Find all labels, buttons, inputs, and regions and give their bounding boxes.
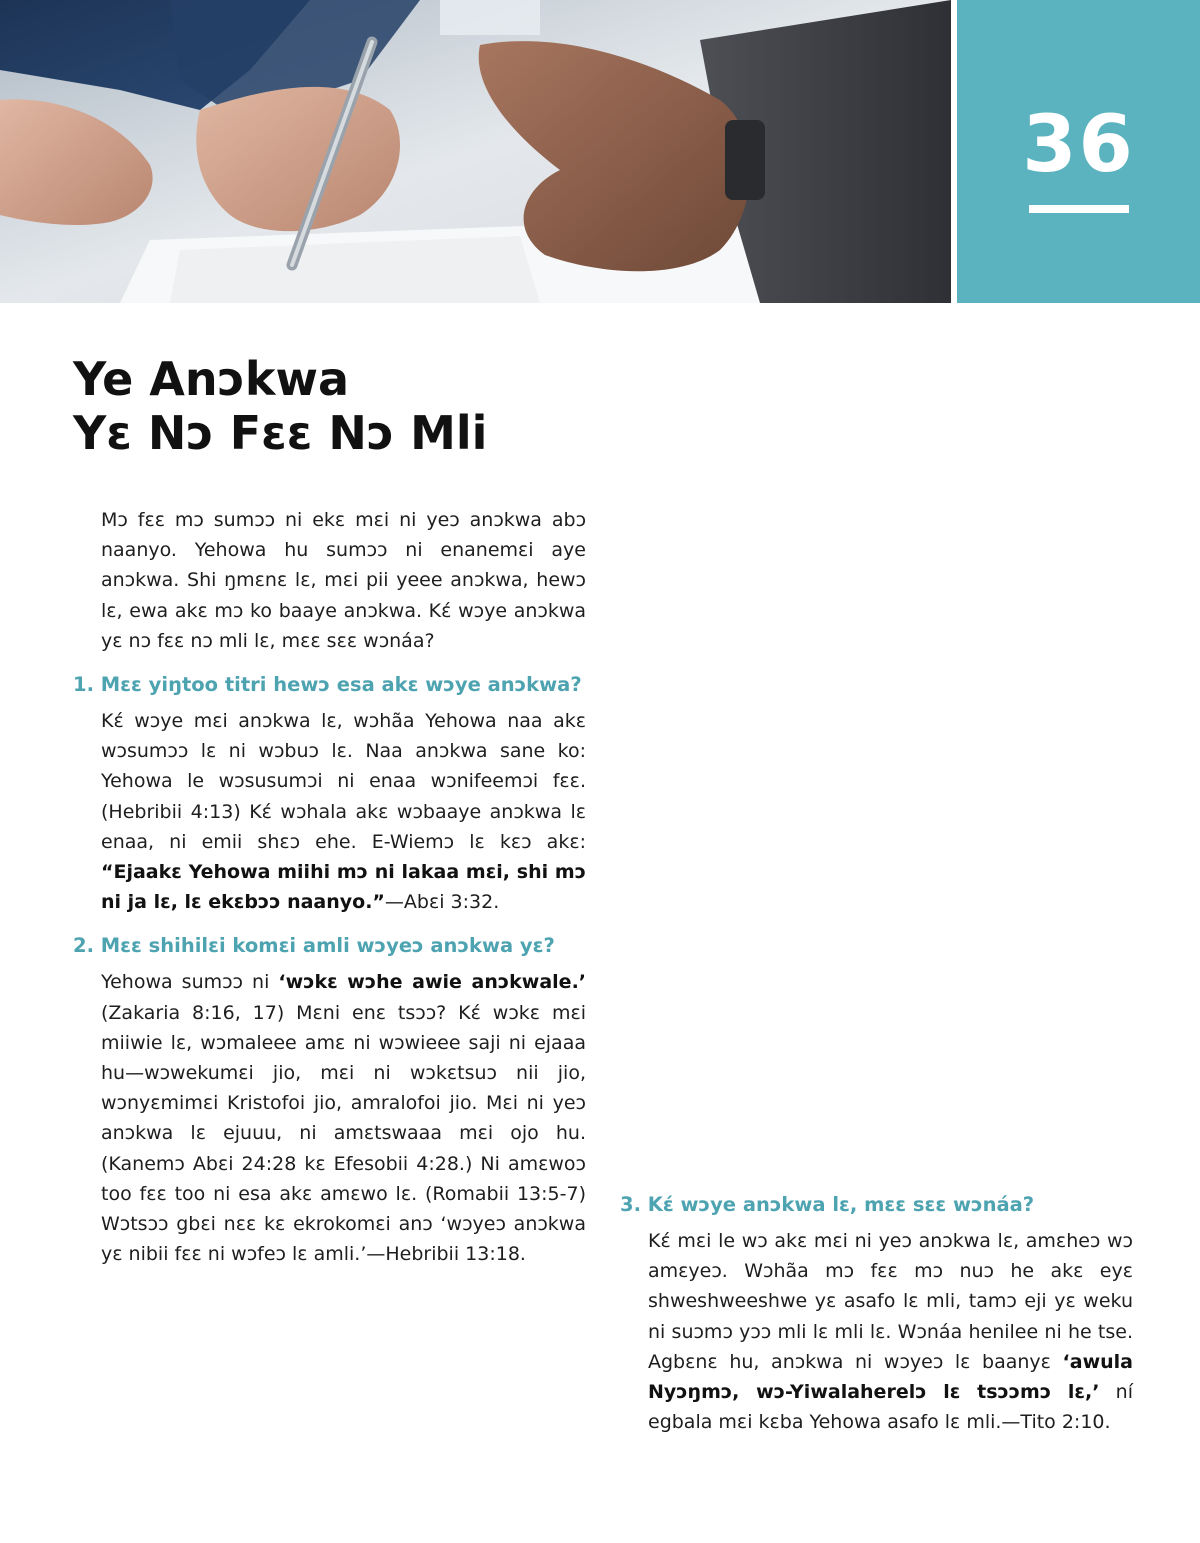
section-3-bold-quote: ‘awula Nyɔŋmɔ, wɔ-Yiwalaherelɔ lɛ tsɔɔmɔ lɛ,’ (648, 1350, 1133, 1404)
handshake-contract-illustration (0, 0, 951, 303)
title-line-1: Ye Anɔkwa (73, 352, 350, 406)
title-line-2: Yɛ Nɔ Fɛɛ Nɔ Mli (73, 406, 488, 460)
right-column (620, 1180, 1133, 1451)
hero-photo (0, 0, 951, 303)
section-1-text-b: —Abɛi 3:32. (384, 891, 500, 914)
section-2-paragraph (73, 967, 586, 1269)
question-1-heading: 1. Mɛɛ yiŋtoo titri hewɔ esa akɛ wɔye anɔkwa? (73, 673, 582, 697)
lesson-number-box (957, 0, 1200, 303)
section-1-text-a: Kɛ́ wɔye mɛi anɔkwa lɛ, wɔhãa Yehowa naa akɛ wɔsumɔɔ lɛ ni wɔbuɔ lɛ. Naa anɔkwa sane ko: Yehowa le wɔsusumɔi ni enaa wɔnifeemɔi fɛɛ. (Hebribii 4:13) Kɛ́ wɔhala akɛ wɔbaaye anɔkwa lɛ enaa, ni emii shɛɔ ehe. E-Wiemɔ lɛ kɛɔ akɛ: (101, 710, 586, 853)
intro-paragraph: Mɔ fɛɛ mɔ sumɔɔ ni ekɛ mɛi ni yeɔ anɔkwa abɔ naanyo. Yehowa hu sumɔɔ ni enanemɛi aye anɔkwa. Shi ŋmɛnɛ lɛ, mɛi pii yeee anɔkwa, hewɔ lɛ, ewa akɛ mɔ ko baaye anɔkwa. Kɛ́ wɔye anɔkwa yɛ nɔ fɛɛ nɔ mli lɛ, mɛɛ sɛɛ wɔnáa? (101, 509, 586, 652)
question-3-heading: 3. Kɛ́ wɔye anɔkwa lɛ, mɛɛ sɛɛ wɔnáa? (620, 1193, 1035, 1216)
page-title (73, 352, 487, 460)
section-3-text-a: Kɛ́ mɛi le wɔ akɛ mɛi ni yeɔ anɔkwa lɛ, amɛheɔ wɔ amɛyeɔ. Wɔhãa mɔ fɛɛ mɔ nuɔ he akɛ eyɛ shweshweeshwe yɛ asafo lɛ mli, tamɔ eji yɛ weku ni suɔmɔ yɔɔ mli lɛ mli lɛ. Wɔnáa henilee ni he tse. Agbɛnɛ hu, anɔkwa ni wɔyeɔ lɛ baanyɛ (648, 1230, 1133, 1373)
lesson-number: 36 (1022, 100, 1135, 190)
section-1-bold-quote: “Ejaakɛ Yehowa miihi mɔ ni lakaa mɛi, shi mɔ ni ja lɛ, lɛ ekɛbɔɔ naanyo.” (101, 861, 586, 914)
lesson-number-underline (1029, 205, 1129, 213)
section-2-text-b: (Zakaria 8:16, 17) Mɛni enɛ tsɔɔ? Kɛ́ wɔkɛ mɛi miiwie lɛ, wɔmaleee amɛ ni wɔwieee saji ni ejaaa hu—wɔwekumɛi jio, mɛi ni wɔkɛtsuɔ nii jio, wɔnyɛmimɛi Kristofoi jio, amralofoi jio. Mɛi ni yeɔ anɔkwa lɛ ejuuu, ni amɛtswaaa mɛi ojo hu. (Kanemɔ Abɛi 24:28 kɛ Efesobii 4:28.) Ni amɛwoɔ too fɛɛ too ni esa akɛ amɛwo lɛ. (Romabii 13:5-7) Wɔtsɔɔ gbɛi nɛɛ kɛ ekrokomɛi anɔ ‘wɔyeɔ anɔkwa yɛ nibii fɛɛ ni wɔfeɔ lɛ amli.’—Hebribii 13:18. (101, 1001, 586, 1266)
left-column (73, 505, 586, 1283)
section-2-text-a: Yehowa sumɔɔ ni (101, 971, 279, 994)
section-3-text-b: ní egbala mɛi kɛba Yehowa asafo lɛ mli.—Tito 2:10. (648, 1381, 1133, 1434)
section-2-bold-quote: ‘wɔkɛ wɔhe awie anɔkwale.’ (278, 971, 586, 994)
section-3-paragraph (620, 1226, 1133, 1437)
section-1-paragraph (73, 706, 586, 917)
question-2-heading: 2. Mɛɛ shihilɛi komɛi amli wɔyeɔ anɔkwa yɛ? (73, 934, 555, 958)
